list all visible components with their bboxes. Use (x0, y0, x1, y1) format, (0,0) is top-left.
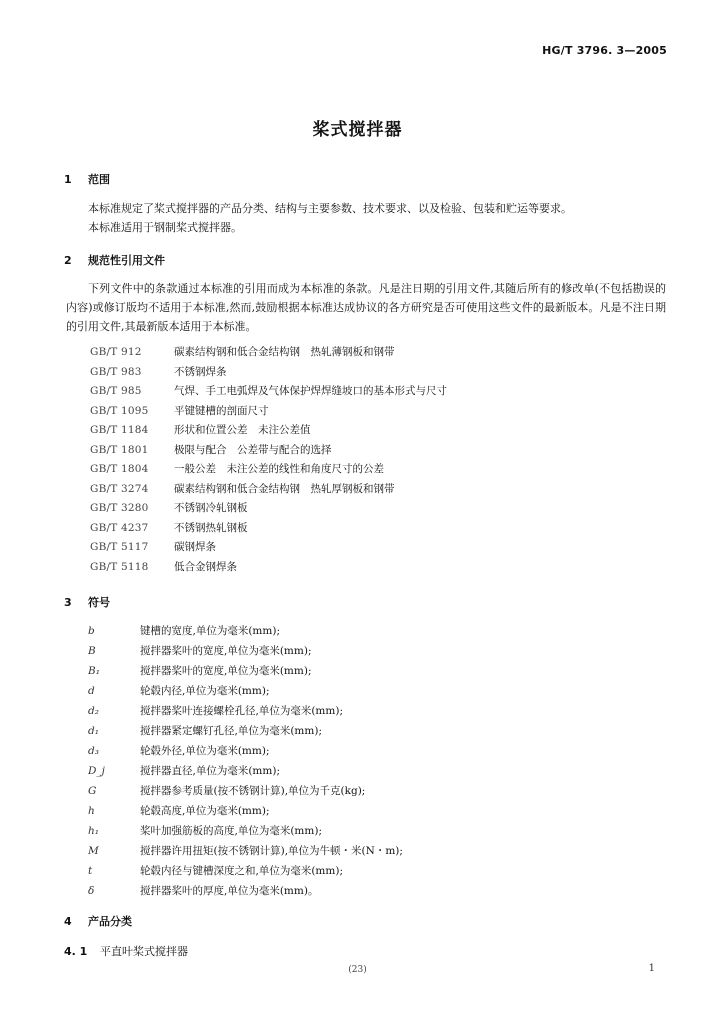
section-title: 平直叶桨式搅拌器 (100, 945, 188, 958)
list-item (88, 761, 403, 781)
list-item (88, 641, 403, 661)
reference-title: 一般公差 未注公差的线性和角度尺寸的公差 (174, 463, 384, 475)
symbol-definition: 键槽的宽度,单位为毫米(mm); (140, 625, 280, 637)
symbol-definition: 轮毂内径,单位为毫米(mm); (140, 685, 270, 697)
symbol: b (88, 625, 95, 637)
page-number-center: (23) (348, 965, 367, 975)
list-item (90, 343, 447, 363)
list-item (88, 861, 403, 881)
list-item (88, 801, 403, 821)
section-title: 产品分类 (88, 915, 132, 928)
symbol-definition: 搅拌器直径,单位为毫米(mm); (140, 765, 280, 777)
reference-title: 碳钢焊条 (174, 541, 216, 553)
symbol-definition: 搅拌器紧定螺钉孔径,单位为毫米(mm); (140, 725, 322, 737)
section-title: 范围 (88, 173, 110, 186)
page-title: 桨式搅拌器 (312, 120, 403, 140)
reference-title: 低合金钢焊条 (174, 560, 237, 573)
reference-code: GB/T 1801 (90, 443, 149, 456)
reference-code: GB/T 3280 (90, 502, 149, 514)
section-number: 4 (64, 915, 72, 928)
symbol: h (88, 805, 95, 817)
reference-title: 不锈钢热轧钢板 (174, 521, 248, 534)
list-item (90, 382, 447, 402)
list-item (88, 661, 403, 681)
symbol: G (88, 785, 97, 797)
list-item (88, 881, 403, 901)
section-4-heading (64, 913, 132, 929)
symbol-definition: 轮毂外径,单位为毫米(mm); (140, 745, 270, 757)
reference-title: 碳素结构钢和低合金结构钢 热轧薄钢板和钢带 (174, 346, 395, 358)
symbol: h₁ (88, 825, 99, 837)
reference-list (90, 343, 447, 577)
section-number: 4. 1 (64, 945, 88, 958)
list-item (90, 499, 447, 519)
symbol: B (88, 645, 96, 657)
section-number: 2 (64, 254, 72, 267)
list-item (88, 681, 403, 701)
symbol-definition: 搅拌器桨叶的宽度,单位为毫米(mm); (140, 665, 312, 677)
symbol: t (88, 865, 93, 877)
reference-title: 平键键槽的剖面尺寸 (174, 404, 269, 417)
list-item (88, 821, 403, 841)
reference-title: 碳素结构钢和低合金结构钢 热轧厚钢板和钢带 (174, 482, 395, 495)
reference-code: GB/T 4237 (90, 521, 149, 534)
symbol-definition: 轮毂内径与键槽深度之和,单位为毫米(mm); (140, 865, 343, 877)
list-item (90, 441, 447, 461)
reference-title: 极限与配合 公差带与配合的选择 (174, 443, 332, 456)
reference-code: GB/T 1095 (90, 404, 149, 417)
reference-code: GB/T 983 (90, 365, 142, 378)
symbol: d₁ (88, 725, 99, 737)
list-item (90, 363, 447, 383)
reference-code: GB/T 985 (90, 385, 142, 397)
section-1-paragraph-2: 本标准适用于钢制桨式搅拌器。 (88, 221, 242, 234)
symbol-definition: 桨叶加强筋板的高度,单位为毫米(mm); (140, 825, 322, 837)
list-item (90, 421, 447, 441)
list-item (90, 558, 447, 578)
list-item (88, 741, 403, 761)
list-item (88, 621, 403, 641)
section-1-heading (64, 171, 110, 187)
section-title: 符号 (88, 596, 110, 609)
reference-title: 不锈钢焊条 (174, 365, 227, 378)
reference-code: GB/T 912 (90, 346, 142, 358)
list-item (90, 480, 447, 500)
symbol-definition: 搅拌器桨叶连接螺栓孔径,单位为毫米(mm); (140, 705, 343, 717)
symbol: d₃ (88, 745, 99, 757)
list-item (90, 402, 447, 422)
list-item (90, 460, 447, 480)
symbol: M (88, 845, 99, 857)
reference-title: 不锈钢冷轧钢板 (174, 502, 248, 514)
section-3-heading (64, 594, 110, 610)
page-number-right: 1 (648, 963, 655, 974)
symbol-definition: 搅拌器桨叶的宽度,单位为毫米(mm); (140, 645, 312, 657)
symbol-list (88, 621, 403, 901)
symbol: B₁ (88, 665, 100, 677)
reference-title: 形状和位置公差 未注公差值 (174, 424, 311, 436)
list-item (88, 841, 403, 861)
reference-code: GB/T 1184 (90, 424, 149, 436)
section-number: 1 (64, 173, 72, 186)
section-4-1-heading (64, 943, 188, 959)
reference-code: GB/T 5118 (90, 560, 149, 573)
section-number: 3 (64, 596, 72, 609)
symbol-definition: 搅拌器参考质量(按不锈钢计算),单位为千克(kg); (140, 785, 366, 797)
section-2-paragraph: 下列文件中的条款通过本标准的引用而成为本标准的条款。凡是注日期的引用文件,其随后所有的修改单(不包括勘误的内容)或修订版均不适用于本标准,然而,鼓励根据本标准达成协议的各方研究是否可使用这些文件的最新版本。凡是不注日期的引用文件,其最新版本适用于本标准。 (66, 282, 666, 333)
reference-title: 气焊、手工电弧焊及气体保护焊焊缝坡口的基本形式与尺寸 (174, 385, 447, 397)
list-item (88, 781, 403, 801)
symbol: δ (88, 885, 95, 897)
symbol: D_j (88, 765, 105, 777)
standard-number: HG/T 3796. 3—2005 (542, 44, 667, 57)
symbol-definition: 轮毂高度,单位为毫米(mm); (140, 805, 270, 817)
reference-code: GB/T 5117 (90, 541, 149, 553)
symbol: d (88, 685, 95, 697)
section-2-heading (64, 252, 165, 268)
list-item (88, 701, 403, 721)
reference-code: GB/T 3274 (90, 482, 149, 495)
symbol: d₂ (88, 705, 99, 717)
list-item (90, 538, 447, 558)
section-title: 规范性引用文件 (88, 254, 165, 267)
list-item (88, 721, 403, 741)
reference-code: GB/T 1804 (90, 463, 149, 475)
symbol-definition: 搅拌器桨叶的厚度,单位为毫米(mm)。 (140, 885, 319, 897)
symbol-definition: 搅拌器许用扭矩(按不锈钢计算),单位为牛顿・米(N・m); (140, 845, 403, 857)
list-item (90, 519, 447, 539)
section-1-paragraph-1: 本标准规定了桨式搅拌器的产品分类、结构与主要参数、技术要求、以及检验、包装和贮运等要求。 (88, 202, 572, 215)
